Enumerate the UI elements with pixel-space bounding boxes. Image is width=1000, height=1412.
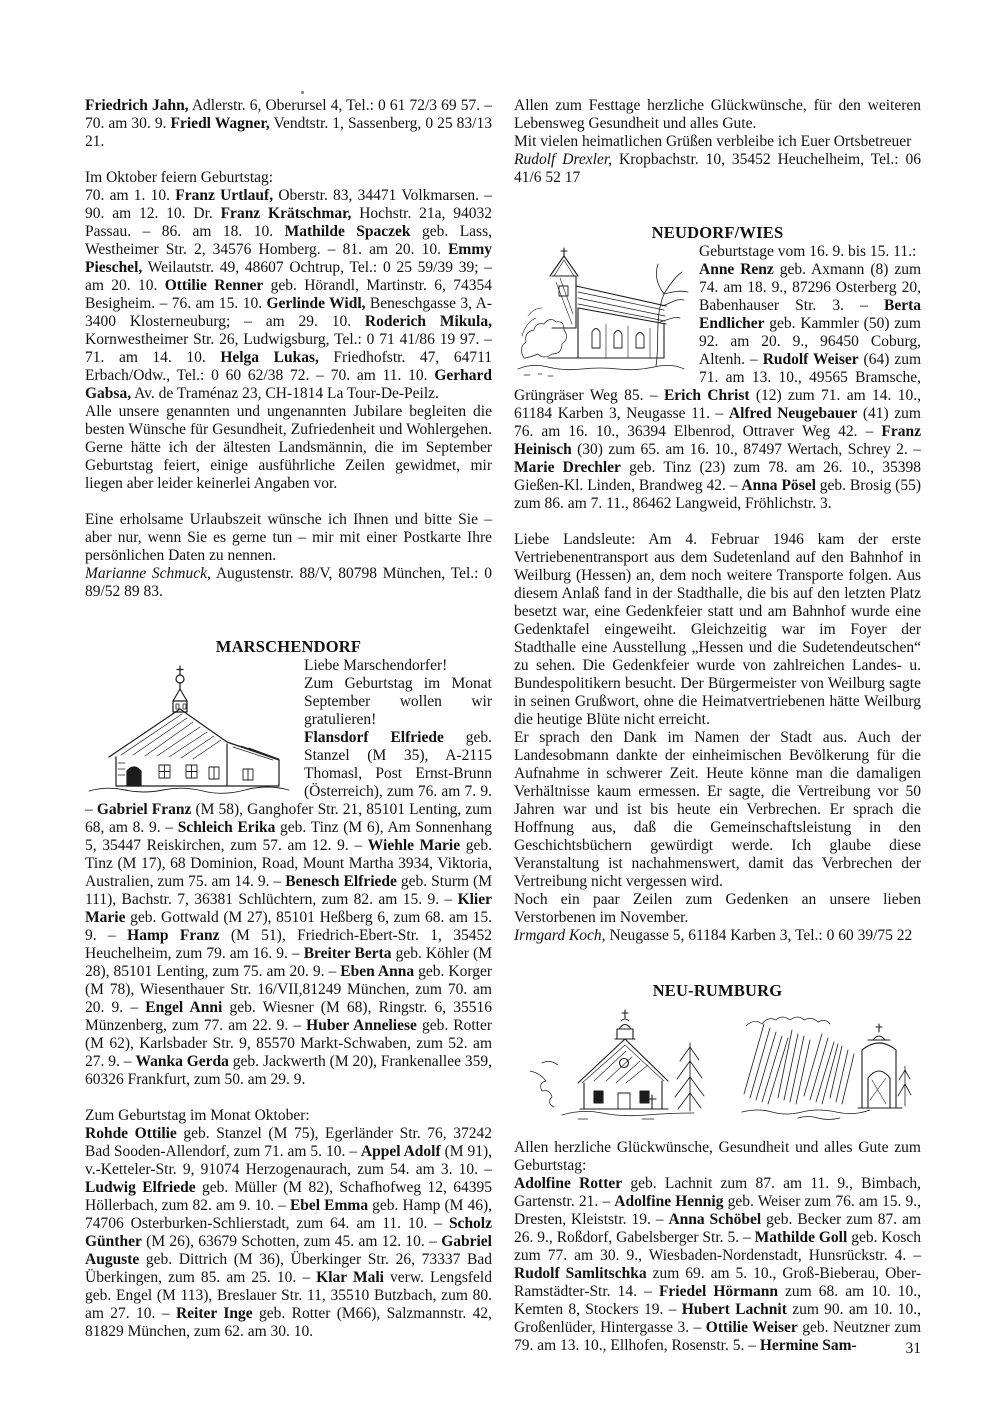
text-run: geb. Jackwerth (M 20), Frankenallee 359, 60326 Frankfurt, zum 50. am 29. 9. <box>85 1053 492 1088</box>
paragraph <box>514 97 921 133</box>
left-intro-paragraphs <box>85 97 492 601</box>
text-run: geb. Axmann (8) zum 74. am 18. 9., 87296 Osterberg 20, Babenhauser Str. 3. – <box>699 261 922 314</box>
text-run: Hubert Lachnit <box>681 1301 787 1318</box>
text-run: 70. am 1. 10. <box>85 187 176 204</box>
section-heading-neudorf-wies: NEUDORF/WIES <box>651 223 784 242</box>
paragraph <box>514 531 921 729</box>
text-run: Anna Pösel <box>741 477 816 494</box>
text-run: Eben Anna <box>340 963 415 980</box>
text-run: Kornwestheimer Str. 26, Ludwigsburg, Tel.: 0 71 41/86 19 97. – 71. am 14. 10. <box>85 331 492 366</box>
text-run: Helga Lukas, <box>220 349 319 366</box>
paragraph <box>514 133 921 151</box>
text-run: geb. Stanzel (M 75), Egerländer Str. 76, 37242 Bad Sooden-Allendorf, zum 71. am 5. 10. – <box>85 1125 493 1160</box>
text-run: geb. Hamp (M 46), 74706 Osterburken-Schlierstadt, zum 64. am 11. 10. – <box>85 1197 492 1232</box>
text-run: Weilautstr. 49, 48607 Ochtrup, Tel.: 0 25 59/39 39; – am 20. 10. <box>85 259 492 294</box>
text-run: Franz Heinisch <box>514 423 921 458</box>
section-heading-marschendorf: MARSCHENDORF <box>215 637 362 656</box>
left-column <box>85 97 492 1341</box>
text-run: Engel Anni <box>145 999 223 1016</box>
text-run: Zum Geburtstag im Monat September wollen wir gratulieren! <box>304 675 492 728</box>
stray-ink-dot <box>301 91 304 94</box>
text-run: (64) zum 71. am 13. 10., 49565 Bramsche, Grüngräser Weg 85. – <box>514 351 922 404</box>
text-run: (M 26), 63679 Schotten, zum 45. am 12. 10. – <box>141 1233 442 1250</box>
text-run: Liebe Landsleute: Am 4. Februar 1946 kam der erste Vertriebenentransport aus dem Sudetenland auf den Bahnhof in Weilburg (Hessen) an, dem noch weitere Transporte folgen. Aus diesem Anlaß fand in der Stadthalle, die bis auf den letzten Platz besetzt war, eine Gedenkfeier statt und am Bahnhof wurde eine Gedenktafel eingeweiht. Gleichzeitig war im Foyer der Stadthalle eine Ausstellung „Hessen und die Sudetendeutschen“ zu sehen. Die Gedenkfeier wurde von zahlreichen Landes- u. Bundespolitikern besucht. Der Bürgermeister von Weilburg sagte in seinen Grußwort, ohne die Heimatvertriebenen hätte Weilburg die heutige Blüte nicht erreicht. <box>514 531 921 728</box>
paragraph <box>514 1139 921 1175</box>
text-run: (M 91), v.-Ketteler-Str. 9, 91074 Herzogenaurach, zum 54. am 3. 10. – <box>85 1143 492 1178</box>
text-run: geb. Sturm (M 111), Bachstr. 7, 36381 Schlüchtern, zum 82. am 15. 9. – <box>85 873 493 908</box>
text-run: zum 68. am 10. 10., Kemten 8, Stockers 19. – <box>514 1283 921 1318</box>
text-run: (12) zum 71. am 14. 10., 61184 Karben 3, Neugasse 11. – <box>514 387 921 422</box>
text-run: Allen zum Festtage herzliche Glückwünsche, für den weiteren Lebensweg Gesundheit und alles Gute. <box>514 97 921 132</box>
right-column <box>514 97 921 1355</box>
text-run: zum 69. am 5. 10., Groß-Bieberau, Ober-Ramstädter-Str. 14. – <box>514 1265 921 1300</box>
text-run: Flansdorf Elfriede <box>304 729 444 746</box>
text-run: Gerhard Gabsa, <box>85 367 492 402</box>
text-run: geb. Becker zum 87. am 26. 9., Roßdorf, Gabelsberger Str. 5. – <box>514 1211 922 1246</box>
text-run: Breiter Berta <box>303 945 392 962</box>
text-run: Hochstr. 21a, 94032 Passau. – 86. am 18. 10. <box>85 205 492 240</box>
text-run: geb. Kosch zum 77. am 30. 9., Wiesbaden-Nordenstadt, Hunsrückstr. 4. – <box>514 1229 921 1264</box>
text-run: Mathilde Goll <box>754 1229 848 1246</box>
text-run: Rudolf Weiser <box>762 351 859 368</box>
text-run: geb. Stanzel (M 35), A-2115 Thomasl, Post Ernst-Brunn (Österreich), zum 76. am 7. 9. – <box>85 729 492 818</box>
paragraph <box>514 927 921 945</box>
text-run: Augustenstr. 88/V, 80798 München, Tel.: 0 89/52 89 83. <box>85 565 493 600</box>
text-run: Marianne Schmuck, <box>85 565 211 582</box>
text-run: Noch ein paar Zeilen zum Gedenken an unsere lieben Verstorbenen im November. <box>514 891 921 926</box>
text-run: Adlerstr. 6, Oberursel 4, Tel.: 0 61 72/3 69 57. – 70. am 30. 9. <box>85 97 492 132</box>
text-run: zum 90. am 10. 10., Großenlüder, Hintergasse 3. – <box>514 1301 921 1336</box>
text-run: geb. Gottwald (M 27), 85101 Heßberg 6, zum 68. am 15. 9. – <box>85 909 492 944</box>
text-run: Klier Marie <box>85 891 492 926</box>
paragraph <box>85 187 492 403</box>
text-run: Schleich Erika <box>177 819 276 836</box>
text-run: geb. Rotter (M 62), Karlsbader Str. 9, 85570 Markt-Schwaben, zum 52. am 27. 9. – <box>85 1017 493 1070</box>
text-run: Mathilde Spaczek <box>284 223 411 240</box>
marschendorf-church-illustration <box>83 662 295 796</box>
text-run: (M 58), Ganghofer Str. 21, 85101 Lenting, zum 68, am 8. 9. – <box>85 801 492 836</box>
text-run: Ludwig Elfriede <box>85 1179 196 1196</box>
text-run: Rohde Ottilie <box>85 1125 177 1142</box>
text-run: Kropbachstr. 10, 35452 Heuchelheim, Tel.: 06 41/6 52 17 <box>514 151 921 186</box>
text-run: Adolfine Rotter <box>514 1175 623 1192</box>
text-run: Mit vielen heimatlichen Grüßen verbleibe ich Euer Ortsbetreuer <box>514 133 912 150</box>
text-run: Alfred Neugebauer <box>728 405 858 422</box>
text-run: Alle unsere genannten und ungenannten Jubilare begleiten die besten Wünsche für Gesundheit, Zufriedenheit und Wohlergehen. Gerne hätte ich der ältesten Landsmännin, die im September Geburtstag feiert, einige ausführliche Zeilen gewidmet, mir liegen aber leider keinerlei Angaben vor. <box>85 403 492 492</box>
text-run: Ottilie Renner <box>164 277 264 294</box>
text-run: geb. Brosig (55) zum 86. am 7. 11., 86462 Langweid, Fröhlichstr. 3. <box>514 477 921 512</box>
text-run: Wiehle Marie <box>367 837 461 854</box>
text-run: geb. Neutzner zum 79. am 13. 10., Ellhofen, Rosenstr. 5. – <box>514 1319 922 1354</box>
text-run: geb. Rotter (M66), Salzmannstr. 42, 81829 München, zum 62. am 30. 10. <box>85 1305 492 1340</box>
paragraph <box>85 403 492 493</box>
paragraph <box>85 1125 492 1341</box>
text-run: geb. Tinz (M 17), 68 Dominion, Road, Mount Martha 3934, Viktoria, Australien, zum 75. am 14. 9. – <box>85 837 493 890</box>
text-run: geb. Korger (M 78), Wiesenthauer Str. 16/VII,81249 München, zum 70. am 20. 9. – <box>85 963 492 1016</box>
text-run: Zum Geburtstag im Monat Oktober: <box>85 1107 310 1124</box>
text-run: Roderich Mikula, <box>364 313 492 330</box>
text-run: Er sprach den Dank im Namen der Stadt aus. Auch der Landesobmann dankte der einheimischen Bevölkerung für die Aufnahme in schwerer Zeit. Heute könne man die damaligen Verhältnisse kaum ermessen. Er sagte, die Vertreibung vor 50 Jahren war und ist bis heute ein Verbrechen. Er sprach die Hoffnung aus, daß die Gemeinschaftsleistung in den Geschichtsbüchern gewürdigt werde. Ich glaube diese Veranstaltung ist nachahmenswert, damit das Verbrechen der Vertreibung nicht vergessen wird. <box>514 729 921 890</box>
text-run: Berta Endlicher <box>699 297 921 332</box>
text-run: Anne Renz <box>699 261 774 278</box>
text-run: Liebe Marschendorfer! <box>304 657 448 674</box>
text-run: Reiter Inge <box>175 1305 253 1322</box>
paragraph <box>85 511 492 565</box>
text-run: Vendtstr. 1, Sassenberg, 0 25 83/13 21. <box>85 115 492 150</box>
text-run: Hermine Sam- <box>759 1337 857 1354</box>
text-run: Franz Urtlauf, <box>175 187 274 204</box>
paragraph <box>514 151 921 187</box>
text-run: (30) zum 65. am 16. 10., 87497 Wertach, Schrey 2. – <box>571 441 921 458</box>
text-run: Gabriel Franz <box>96 801 192 818</box>
paragraph <box>85 169 492 187</box>
text-run: Rudolf Drexler, <box>514 151 613 168</box>
text-run: Gabriel Auguste <box>85 1233 492 1268</box>
text-run: Anna Schöbel <box>668 1211 762 1228</box>
neudorf-wies-church-illustration <box>514 245 690 381</box>
text-run: Rudolf Samlitschka <box>514 1265 647 1282</box>
text-run: Wanka Gerda <box>135 1053 229 1070</box>
text-run: geb. Müller (M 82), Schafhofweg 12, 64395 Höllerbach, zum 82. am 9. 10. – <box>85 1179 492 1214</box>
text-run: Neugasse 5, 61184 Karben 3, Tel.: 0 60 39/75 22 <box>605 927 913 944</box>
text-run: Friedrich Jahn, <box>85 97 189 114</box>
paragraph <box>85 1107 492 1125</box>
text-run: Allen herzliche Glückwünsche, Gesundheit und alles Gute zum Geburtstag: <box>514 1139 921 1174</box>
section-heading-neu-rumburg: NEU-RUMBURG <box>652 981 783 1000</box>
text-run: geb. Dittrich (M 36), Überkinger Str. 26, 73337 Bad Überkingen, zum 85. am 25. 10. – <box>85 1251 492 1286</box>
text-run: Marie Drechler <box>514 459 621 476</box>
paragraph <box>85 565 492 601</box>
text-run: Oberstr. 83, 34471 Volkmarsen. – 90. am 12. 10. Dr. <box>85 187 493 222</box>
text-run: Klar Mali <box>316 1269 384 1286</box>
text-run: Appel Adolf <box>360 1143 441 1160</box>
page-number: 31 <box>905 1340 921 1357</box>
text-run: Gerlinde Widl, <box>266 295 366 312</box>
text-run: geb. Lachnit zum 87. am 11. 9., Bimbach, Gartenstr. 21. – <box>514 1175 921 1210</box>
text-run: Ebel Emma <box>289 1197 369 1214</box>
text-run: (M 51), Friedrich-Ebert-Str. 1, 35452 Heuchelheim, zum 79. am 16. 9. – <box>85 927 493 962</box>
text-run: geb. Lass, Westheimer Str. 2, 34576 Homberg. – 81. am 20. 10. <box>85 223 492 258</box>
neu-rumburg-church-illustration <box>522 1006 722 1129</box>
text-run: Friedel Hörmann <box>658 1283 778 1300</box>
text-run: geb. Köhler (M 28), 85101 Lenting, zum 75. am 20. 9. – <box>85 945 492 980</box>
text-run: geb. Wiesner (M 68), Ringstr. 6, 35516 Münzenberg, zum 77. am 22. 9. – <box>85 999 493 1034</box>
text-run: geb. Hörandl, Martinstr. 6, 74354 Besigheim. – 76. am 15. 10. <box>85 277 492 312</box>
text-run: Benesch Elfriede <box>285 873 397 890</box>
paragraph <box>514 891 921 927</box>
text-run: geb. Weiser zum 76. am 15. 9., Dresten, Kleiststr. 19. – <box>514 1193 921 1228</box>
text-run: Irmgard Koch, <box>514 927 606 944</box>
text-run: Im Oktober feiern Geburtstag: <box>85 169 274 186</box>
text-run: (41) zum 76. am 16. 10., 36394 Elbenrod, Ottraver Weg 42. – <box>514 405 921 440</box>
text-run: Ottilie Weiser <box>705 1319 798 1336</box>
text-run: Geburtstage vom 16. 9. bis 15. 11.: <box>699 243 917 260</box>
text-run: Franz Krätschmar, <box>220 205 352 222</box>
text-run: Emmy Pieschel, <box>85 241 492 276</box>
neu-rumburg-illustrations <box>514 1006 921 1129</box>
text-run: Hamp Franz <box>127 927 220 944</box>
paragraph <box>514 1175 921 1355</box>
text-run: geb. Tinz (M 6), Am Sonnenhang 5, 35447 Reiskirchen, zum 57. am 12. 9. – <box>85 819 493 854</box>
neu-rumburg-chapel-illustration <box>738 1010 914 1129</box>
text-run: Av. de Traménaz 23, CH-1814 La Tour-De-Peilz. <box>131 385 439 402</box>
text-run: Friedhofstr. 47, 64711 Erbach/Odw., Tel.: 0 60 62/38 72. – 70. am 11. 10. <box>85 349 492 384</box>
paragraph <box>85 97 492 151</box>
text-run: geb. Kammler (50) zum 92. am 20. 9., 96450 Coburg, Altenh. – <box>699 315 921 368</box>
paragraph <box>514 729 921 891</box>
text-run: verw. Lengsfeld geb. Engel (M 113), Breslauer Str. 11, 35510 Butzbach, zum 80. am 27. 10. – <box>85 1269 492 1322</box>
text-run: Beneschgasse 3, A-3400 Klosterneuburg; – am 29. 10. <box>85 295 492 330</box>
text-run: Friedl Wagner, <box>170 115 270 132</box>
text-run: geb. Tinz (23) zum 78. am 26. 10., 35398 Gießen-Kl. Linden, Brandweg 42. – <box>514 459 922 494</box>
right-intro-paragraphs <box>514 97 921 187</box>
neu-rumburg-body <box>514 1139 921 1355</box>
text-run: Adolfine Hennig <box>614 1193 724 1210</box>
text-run: Huber Anneliese <box>306 1017 417 1034</box>
text-run: Erich Christ <box>663 387 750 404</box>
text-run: Eine erholsame Urlaubszeit wünsche ich Ihnen und bitte Sie – aber nur, wenn Sie es gerne tun – mir mit einer Postkarte Ihre persönlichen Daten zu nennen. <box>85 511 492 564</box>
text-run: Scholz Günther <box>85 1215 492 1250</box>
